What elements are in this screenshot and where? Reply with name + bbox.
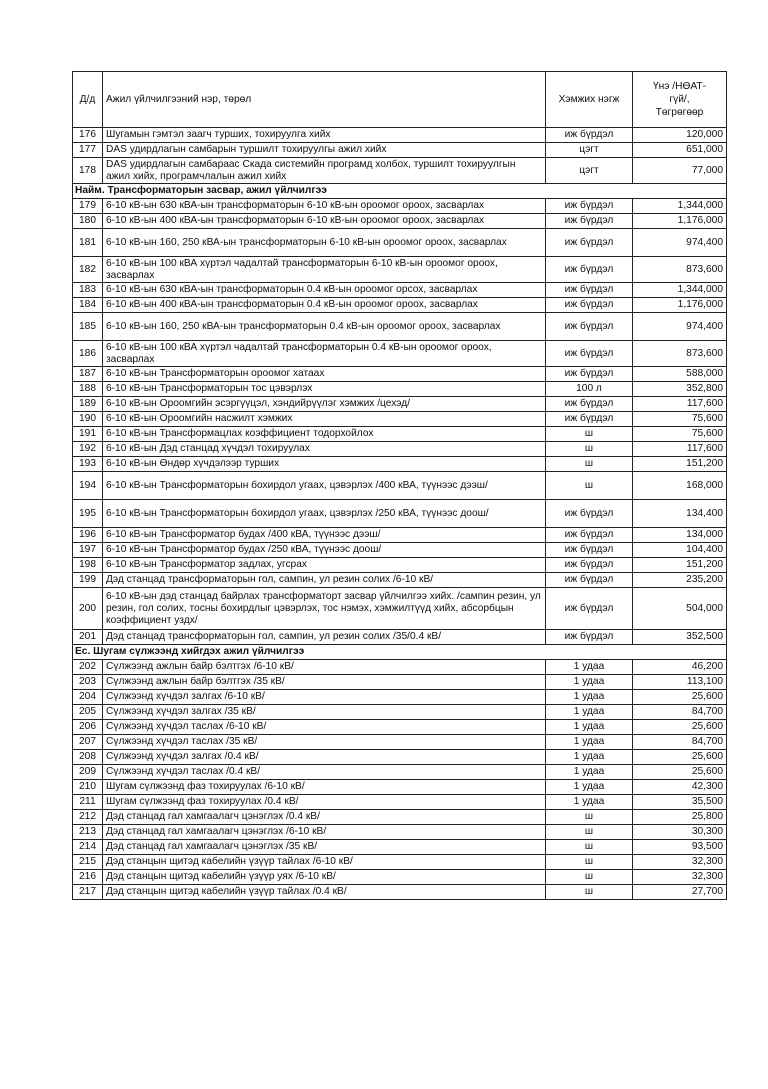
row-number: 178 bbox=[73, 158, 103, 184]
price-value: 25,600 bbox=[633, 765, 727, 780]
table-row bbox=[73, 199, 727, 214]
price-value: 25,800 bbox=[633, 810, 727, 825]
table-row bbox=[73, 750, 727, 765]
price-value: 32,300 bbox=[633, 855, 727, 870]
row-number: 214 bbox=[73, 840, 103, 855]
service-name: 6-10 кВ-ын Трансформатор будах /400 кВА, түүнээс дээш/ bbox=[103, 528, 546, 543]
unit-of-measure: иж бүрдэл bbox=[546, 313, 633, 341]
service-name: 6-10 кВ-ын 400 кВА-ын трансформаторын 6-10 кВ-ын ороомог ороох, засварлах bbox=[103, 214, 546, 229]
header-price-line3: Төгрөгөөр bbox=[655, 107, 704, 118]
price-value: 84,700 bbox=[633, 705, 727, 720]
service-name: Сүлжээнд ажлын байр бэлтгэх /6-10 кВ/ bbox=[103, 660, 546, 675]
unit-of-measure: ш bbox=[546, 442, 633, 457]
unit-of-measure: иж бүрдэл bbox=[546, 543, 633, 558]
service-name: Дэд станцад гал хамгаалагч цэнэглэх /6-10 кВ/ bbox=[103, 825, 546, 840]
row-number: 202 bbox=[73, 660, 103, 675]
price-value: 504,000 bbox=[633, 588, 727, 630]
row-number: 186 bbox=[73, 341, 103, 367]
unit-of-measure: иж бүрдэл bbox=[546, 341, 633, 367]
unit-of-measure: ш bbox=[546, 825, 633, 840]
table-row bbox=[73, 885, 727, 900]
table-row bbox=[73, 128, 727, 143]
table-row bbox=[73, 500, 727, 528]
unit-of-measure: иж бүрдэл bbox=[546, 229, 633, 257]
table-header-row bbox=[73, 72, 727, 128]
unit-of-measure: 1 удаа bbox=[546, 795, 633, 810]
row-number: 216 bbox=[73, 870, 103, 885]
header-name: Ажил үйлчилгээний нэр, төрөл bbox=[103, 72, 546, 128]
unit-of-measure: 1 удаа bbox=[546, 765, 633, 780]
unit-of-measure: иж бүрдэл bbox=[546, 367, 633, 382]
row-number: 176 bbox=[73, 128, 103, 143]
row-number: 181 bbox=[73, 229, 103, 257]
row-number: 180 bbox=[73, 214, 103, 229]
row-number: 192 bbox=[73, 442, 103, 457]
service-name: 6-10 кВ-ын 630 кВА-ын трансформаторын 0.4 кВ-ын ороомог орсох, засварлах bbox=[103, 283, 546, 298]
table-row bbox=[73, 313, 727, 341]
row-number: 207 bbox=[73, 735, 103, 750]
table-row bbox=[73, 543, 727, 558]
row-number: 195 bbox=[73, 500, 103, 528]
price-value: 352,800 bbox=[633, 382, 727, 397]
price-value: 974,400 bbox=[633, 313, 727, 341]
table-row bbox=[73, 675, 727, 690]
unit-of-measure: иж бүрдэл bbox=[546, 298, 633, 313]
price-value: 42,300 bbox=[633, 780, 727, 795]
service-name: 6-10 кВ-ын Трансформаторын бохирдол угаах, цэвэрлэх /250 кВА, түүнээс доош/ bbox=[103, 500, 546, 528]
table-row bbox=[73, 573, 727, 588]
unit-of-measure: цэгт bbox=[546, 143, 633, 158]
service-name: Дэд станцын щитэд кабелийн үзүүр тайлах /0.4 кВ/ bbox=[103, 885, 546, 900]
price-value: 77,000 bbox=[633, 158, 727, 184]
price-value: 651,000 bbox=[633, 143, 727, 158]
table-row bbox=[73, 412, 727, 427]
price-value: 113,100 bbox=[633, 675, 727, 690]
row-number: 177 bbox=[73, 143, 103, 158]
table-row bbox=[73, 397, 727, 412]
service-name: Сүлжээнд хүчдэл таслах /35 кВ/ bbox=[103, 735, 546, 750]
service-name: Дэд станцад трансформаторын гол, сампин, ул резин солих /6-10 кВ/ bbox=[103, 573, 546, 588]
service-name: Дэд станцын щитэд кабелийн үзүүр уях /6-10 кВ/ bbox=[103, 870, 546, 885]
service-name: 6-10 кВ-ын Ороомгийн насжилт хэмжих bbox=[103, 412, 546, 427]
table-row bbox=[73, 558, 727, 573]
service-name: Сүлжээнд хүчдэл таслах /0.4 кВ/ bbox=[103, 765, 546, 780]
unit-of-measure: иж бүрдэл bbox=[546, 528, 633, 543]
service-name: 6-10 кВ-ын 100 кВА хүртэл чадалтай трансформаторын 6-10 кВ-ын ороомог ороох, засварлах bbox=[103, 257, 546, 283]
unit-of-measure: ш bbox=[546, 457, 633, 472]
row-number: 205 bbox=[73, 705, 103, 720]
table-row bbox=[73, 825, 727, 840]
table-row bbox=[73, 472, 727, 500]
service-name: 6-10 кВ-ын Трансформатор задлах, угсрах bbox=[103, 558, 546, 573]
unit-of-measure: иж бүрдэл bbox=[546, 257, 633, 283]
price-table bbox=[72, 71, 727, 900]
row-number: 190 bbox=[73, 412, 103, 427]
service-name: Сүлжээнд хүчдэл залгах /35 кВ/ bbox=[103, 705, 546, 720]
price-value: 352,500 bbox=[633, 630, 727, 645]
service-name: Сүлжээнд хүчдэл залгах /0.4 кВ/ bbox=[103, 750, 546, 765]
price-value: 75,600 bbox=[633, 412, 727, 427]
row-number: 199 bbox=[73, 573, 103, 588]
price-value: 1,176,000 bbox=[633, 298, 727, 313]
unit-of-measure: ш bbox=[546, 840, 633, 855]
service-name: 6-10 кВ-ын 160, 250 кВА-ын трансформаторын 0.4 кВ-ын ороомог ороох, засварлах bbox=[103, 313, 546, 341]
row-number: 189 bbox=[73, 397, 103, 412]
unit-of-measure: иж бүрдэл bbox=[546, 588, 633, 630]
table-row bbox=[73, 705, 727, 720]
unit-of-measure: ш bbox=[546, 885, 633, 900]
row-number: 210 bbox=[73, 780, 103, 795]
row-number: 200 bbox=[73, 588, 103, 630]
price-value: 1,344,000 bbox=[633, 283, 727, 298]
price-value: 134,000 bbox=[633, 528, 727, 543]
price-value: 117,600 bbox=[633, 442, 727, 457]
service-name: 6-10 кВ-ын Трансформатор будах /250 кВА, түүнээс доош/ bbox=[103, 543, 546, 558]
unit-of-measure: ш bbox=[546, 810, 633, 825]
unit-of-measure: 1 удаа bbox=[546, 660, 633, 675]
header-no: Д/д bbox=[73, 72, 103, 128]
unit-of-measure: иж бүрдэл bbox=[546, 199, 633, 214]
table-row bbox=[73, 214, 727, 229]
table-row bbox=[73, 229, 727, 257]
row-number: 194 bbox=[73, 472, 103, 500]
price-value: 168,000 bbox=[633, 472, 727, 500]
service-name: 6-10 кВ-ын 160, 250 кВА-ын трансформаторын 6-10 кВ-ын ороомог ороох, засварлах bbox=[103, 229, 546, 257]
row-number: 187 bbox=[73, 367, 103, 382]
service-name: Дэд станцын щитэд кабелийн үзүүр тайлах /6-10 кВ/ bbox=[103, 855, 546, 870]
table-row bbox=[73, 795, 727, 810]
price-table-body bbox=[73, 72, 727, 900]
row-number: 212 bbox=[73, 810, 103, 825]
unit-of-measure: 1 удаа bbox=[546, 735, 633, 750]
unit-of-measure: ш bbox=[546, 472, 633, 500]
table-row bbox=[73, 257, 727, 283]
unit-of-measure: иж бүрдэл bbox=[546, 412, 633, 427]
unit-of-measure: 1 удаа bbox=[546, 705, 633, 720]
price-value: 151,200 bbox=[633, 558, 727, 573]
price-value: 84,700 bbox=[633, 735, 727, 750]
service-name: Сүлжээнд хүчдэл таслах /6-10 кВ/ bbox=[103, 720, 546, 735]
price-value: 1,176,000 bbox=[633, 214, 727, 229]
section-title: Найм. Трансформаторын засвар, ажил үйлчилгээ bbox=[73, 184, 727, 199]
table-row bbox=[73, 765, 727, 780]
table-row bbox=[73, 528, 727, 543]
row-number: 208 bbox=[73, 750, 103, 765]
price-value: 104,400 bbox=[633, 543, 727, 558]
service-name: 6-10 кВ-ын Трансформаторын бохирдол угаах, цэвэрлэх /400 кВА, түүнээс дээш/ bbox=[103, 472, 546, 500]
price-value: 588,000 bbox=[633, 367, 727, 382]
unit-of-measure: цэгт bbox=[546, 158, 633, 184]
section-header-row bbox=[73, 645, 727, 660]
service-name: 6-10 кВ-ын Ороомгийн эсэргүүцэл, хэндийрүүлэг хэмжих /цехэд/ bbox=[103, 397, 546, 412]
service-name: 6-10 кВ-ын 400 кВА-ын трансформаторын 0.4 кВ-ын ороомог ороох, засварлах bbox=[103, 298, 546, 313]
header-unit: Хэмжих нэгж bbox=[546, 72, 633, 128]
unit-of-measure: 1 удаа bbox=[546, 675, 633, 690]
table-row bbox=[73, 735, 727, 750]
row-number: 201 bbox=[73, 630, 103, 645]
unit-of-measure: иж бүрдэл bbox=[546, 500, 633, 528]
price-value: 32,300 bbox=[633, 870, 727, 885]
service-name: Шугам сүлжээнд фаз тохируулах /0.4 кВ/ bbox=[103, 795, 546, 810]
service-name: Дэд станцад гал хамгаалагч цэнэглэх /0.4 кВ/ bbox=[103, 810, 546, 825]
service-name: DAS удирдлагын самбараас Скада системийн програмд холбох, туршилт тохируулгын ажил хийх, програмчлалын ажил хийх bbox=[103, 158, 546, 184]
service-name: Сүлжээнд ажлын байр бэлтгэх /35 кВ/ bbox=[103, 675, 546, 690]
unit-of-measure: иж бүрдэл bbox=[546, 397, 633, 412]
row-number: 203 bbox=[73, 675, 103, 690]
table-row bbox=[73, 367, 727, 382]
row-number: 188 bbox=[73, 382, 103, 397]
price-value: 1,344,000 bbox=[633, 199, 727, 214]
price-value: 25,600 bbox=[633, 720, 727, 735]
row-number: 204 bbox=[73, 690, 103, 705]
price-value: 134,400 bbox=[633, 500, 727, 528]
row-number: 209 bbox=[73, 765, 103, 780]
price-value: 93,500 bbox=[633, 840, 727, 855]
service-name: Дэд станцад трансформаторын гол, сампин, ул резин солих /35/0.4 кВ/ bbox=[103, 630, 546, 645]
row-number: 193 bbox=[73, 457, 103, 472]
unit-of-measure: иж бүрдэл bbox=[546, 558, 633, 573]
service-name: Шугам сүлжээнд фаз тохируулах /6-10 кВ/ bbox=[103, 780, 546, 795]
price-value: 25,600 bbox=[633, 750, 727, 765]
unit-of-measure: иж бүрдэл bbox=[546, 128, 633, 143]
service-name: 6-10 кВ-ын Трансформаторын тос цэвэрлэх bbox=[103, 382, 546, 397]
price-value: 27,700 bbox=[633, 885, 727, 900]
header-price-line1: Үнэ /НӨАТ- bbox=[652, 81, 707, 92]
service-name: 6-10 кВ-ын Трансформаторын ороомог хатаах bbox=[103, 367, 546, 382]
price-value: 30,300 bbox=[633, 825, 727, 840]
unit-of-measure: ш bbox=[546, 870, 633, 885]
row-number: 184 bbox=[73, 298, 103, 313]
table-row bbox=[73, 660, 727, 675]
row-number: 211 bbox=[73, 795, 103, 810]
service-name: 6-10 кВ-ын Трансформацлах коэффициент тодорхойлох bbox=[103, 427, 546, 442]
section-header-row bbox=[73, 184, 727, 199]
price-value: 75,600 bbox=[633, 427, 727, 442]
service-name: Дэд станцад гал хамгаалагч цэнэглэх /35 кВ/ bbox=[103, 840, 546, 855]
service-name: 6-10 кВ-ын дэд станцад байрлах трансформаторт засвар үйлчилгээ хийх. /сампин резин, ул резин, гол солих, тосны бохирдлыг цэвэрлэх, тос нэмэх, хэмжилтүүд хийх, абсорбцын коэффициент уздх/ bbox=[103, 588, 546, 630]
row-number: 198 bbox=[73, 558, 103, 573]
table-row bbox=[73, 810, 727, 825]
table-row bbox=[73, 341, 727, 367]
price-value: 873,600 bbox=[633, 341, 727, 367]
row-number: 183 bbox=[73, 283, 103, 298]
price-value: 974,400 bbox=[633, 229, 727, 257]
row-number: 179 bbox=[73, 199, 103, 214]
unit-of-measure: ш bbox=[546, 855, 633, 870]
unit-of-measure: ш bbox=[546, 427, 633, 442]
price-value: 117,600 bbox=[633, 397, 727, 412]
table-row bbox=[73, 457, 727, 472]
unit-of-measure: 1 удаа bbox=[546, 780, 633, 795]
row-number: 196 bbox=[73, 528, 103, 543]
unit-of-measure: иж бүрдэл bbox=[546, 573, 633, 588]
row-number: 215 bbox=[73, 855, 103, 870]
table-row bbox=[73, 283, 727, 298]
unit-of-measure: иж бүрдэл bbox=[546, 214, 633, 229]
row-number: 182 bbox=[73, 257, 103, 283]
table-row bbox=[73, 143, 727, 158]
table-row bbox=[73, 855, 727, 870]
table-row bbox=[73, 870, 727, 885]
unit-of-measure: 1 удаа bbox=[546, 720, 633, 735]
price-value: 873,600 bbox=[633, 257, 727, 283]
service-name: DAS удирдлагын самбарын туршилт тохируулгы ажил хийх bbox=[103, 143, 546, 158]
table-row bbox=[73, 630, 727, 645]
table-row bbox=[73, 840, 727, 855]
table-row bbox=[73, 690, 727, 705]
price-value: 235,200 bbox=[633, 573, 727, 588]
header-price-line2: гүй/, bbox=[669, 94, 690, 105]
service-name: 6-10 кВ-ын Өндөр хүчдэлээр турших bbox=[103, 457, 546, 472]
table-row bbox=[73, 382, 727, 397]
price-value: 35,500 bbox=[633, 795, 727, 810]
unit-of-measure: иж бүрдэл bbox=[546, 630, 633, 645]
price-value: 46,200 bbox=[633, 660, 727, 675]
row-number: 206 bbox=[73, 720, 103, 735]
table-row bbox=[73, 158, 727, 184]
row-number: 191 bbox=[73, 427, 103, 442]
price-value: 25,600 bbox=[633, 690, 727, 705]
table-row bbox=[73, 588, 727, 630]
service-name: 6-10 кВ-ын Дэд станцад хүчдэл тохируулах bbox=[103, 442, 546, 457]
table-row bbox=[73, 298, 727, 313]
table-row bbox=[73, 780, 727, 795]
unit-of-measure: иж бүрдэл bbox=[546, 283, 633, 298]
table-row bbox=[73, 442, 727, 457]
table-row bbox=[73, 720, 727, 735]
service-name: 6-10 кВ-ын 630 кВА-ын трансформаторын 6-10 кВ-ын ороомог ороох, засварлах bbox=[103, 199, 546, 214]
row-number: 213 bbox=[73, 825, 103, 840]
service-name: Шугамын гэмтэл заагч турших, тохируулга хийх bbox=[103, 128, 546, 143]
row-number: 217 bbox=[73, 885, 103, 900]
row-number: 197 bbox=[73, 543, 103, 558]
price-value: 120,000 bbox=[633, 128, 727, 143]
row-number: 185 bbox=[73, 313, 103, 341]
service-name: 6-10 кВ-ын 100 кВА хүртэл чадалтай трансформаторын 0.4 кВ-ын ороомог ороох, засварлах bbox=[103, 341, 546, 367]
service-name: Сүлжээнд хүчдэл залгах /6-10 кВ/ bbox=[103, 690, 546, 705]
unit-of-measure: 100 л bbox=[546, 382, 633, 397]
table-row bbox=[73, 427, 727, 442]
price-value: 151,200 bbox=[633, 457, 727, 472]
unit-of-measure: 1 удаа bbox=[546, 690, 633, 705]
unit-of-measure: 1 удаа bbox=[546, 750, 633, 765]
section-title: Ес. Шугам сүлжээнд хийгдэх ажил үйлчилгээ bbox=[73, 645, 727, 660]
header-price bbox=[633, 72, 727, 128]
